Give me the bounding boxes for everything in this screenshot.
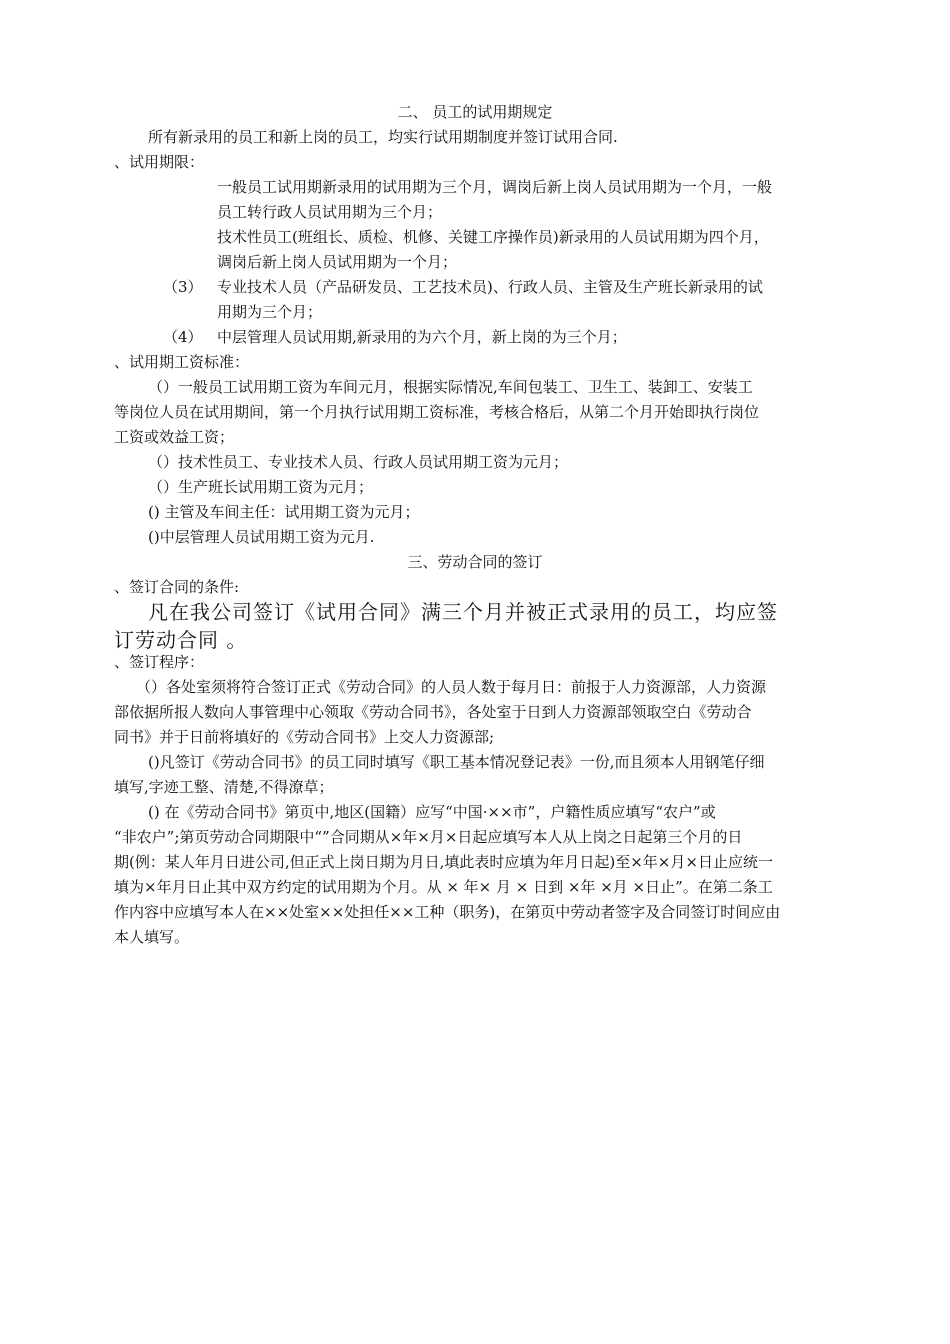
paragraph-line: ()中层管理人员试用期工资为元月. <box>148 528 375 546</box>
paragraph-line: () 主管及车间主任：试用期工资为元月； <box>148 503 420 521</box>
paragraph-line: “非农户”;第页劳动合同期限中“”合同期从×年×月×日起应填写本人从上岗之日起第三个月的日 <box>114 828 743 846</box>
paragraph-line: （）各处室须将符合签订正式《劳动合同》的人员人数于每月日：前报于人力资源部，人力资源 <box>136 678 767 696</box>
list-item-line: 调岗后新上岗人员试用期为一个月； <box>217 253 458 271</box>
paragraph-line: （）技术性员工、专业技术人员、行政人员试用期工资为元月； <box>148 453 569 471</box>
emphasis-paragraph-line: 订劳动合同 。 <box>114 628 248 652</box>
paragraph-line: （）一般员工试用期工资为车间元月，根据实际情况,车间包装工、卫生工、装卸工、安装工 <box>148 378 753 396</box>
paragraph-line: 填写,字迹工整、清楚,不得潦草； <box>114 778 334 796</box>
list-item-line: 技术性员工(班组长、质检、机修、关键工序操作员)新录用的人员试用期为四个月， <box>217 228 769 246</box>
paragraph-line: 期(例：某人年月日进公司,但正式上岗日期为月日,填此表时应填为年月日起)至×年×月×日止应统一 <box>114 853 773 871</box>
list-item-marker: （3） <box>163 278 203 296</box>
section-heading: 二、 员工的试用期规定 <box>397 103 553 121</box>
paragraph-line: 填为×年月日止其中双方约定的试用期为个月。从 × 年× 月 × 日到 ×年 ×月 ×日止”。在第二条工 <box>114 878 773 896</box>
subsection-label: 、试用期限： <box>114 153 205 171</box>
paragraph-line: （）生产班长试用期工资为元月； <box>148 478 374 496</box>
subsection-label: 、签订合同的条件: <box>114 578 240 596</box>
subsection-label: 、签订程序： <box>114 653 205 671</box>
paragraph-line: 同书》并于日前将填好的《劳动合同书》上交人力资源部; <box>114 728 495 746</box>
paragraph-line: 部依据所报人数向人事管理中心领取《劳动合同书》，各处室于日到人力资源部领取空白《劳动合 <box>114 703 752 721</box>
list-item-line: 用期为三个月； <box>217 303 323 321</box>
paragraph-line: 本人填写。 <box>114 928 190 946</box>
list-item-marker: （4） <box>163 328 203 346</box>
paragraph-line: 工资或效益工资； <box>114 428 235 446</box>
paragraph-line: 作内容中应填写本人在××处室××处担任××工种（职务)，在第页中劳动者签字及合同签订时间应由 <box>114 903 781 921</box>
paragraph-line: 等岗位人员在试用期间，第一个月执行试用期工资标准，考核合格后，从第二个月开始即执行岗位 <box>114 403 760 421</box>
list-item-line: 中层管理人员试用期,新录用的为六个月，新上岗的为三个月； <box>217 328 627 346</box>
list-item-line: 员工转行政人员试用期为三个月； <box>217 203 443 221</box>
intro-paragraph: 所有新录用的员工和新上岗的员工，均实行试用期制度并签订试用合同. <box>148 128 618 146</box>
list-item-line: 专业技术人员（产品研发员、工艺技术员)、行政人员、主管及生产班长新录用的试 <box>217 278 763 296</box>
paragraph-line: () 在《劳动合同书》第页中,地区(国籍）应写“中国·××市”，户籍性质应填写“农户”或 <box>148 803 716 821</box>
list-item-line: 一般员工试用期新录用的试用期为三个月，调岗后新上岗人员试用期为一个月，一般 <box>217 178 773 196</box>
emphasis-paragraph-line: 凡在我公司签订《试用合同》满三个月并被正式录用的员工，均应签 <box>148 600 778 624</box>
section-heading: 三、劳动合同的签订 <box>407 553 543 571</box>
paragraph-line: ()凡签订《劳动合同书》的员工同时填写《职工基本情况登记表》一份,而且须本人用钢笔仔细 <box>148 753 765 771</box>
subsection-label: 、试用期工资标准： <box>114 353 250 371</box>
